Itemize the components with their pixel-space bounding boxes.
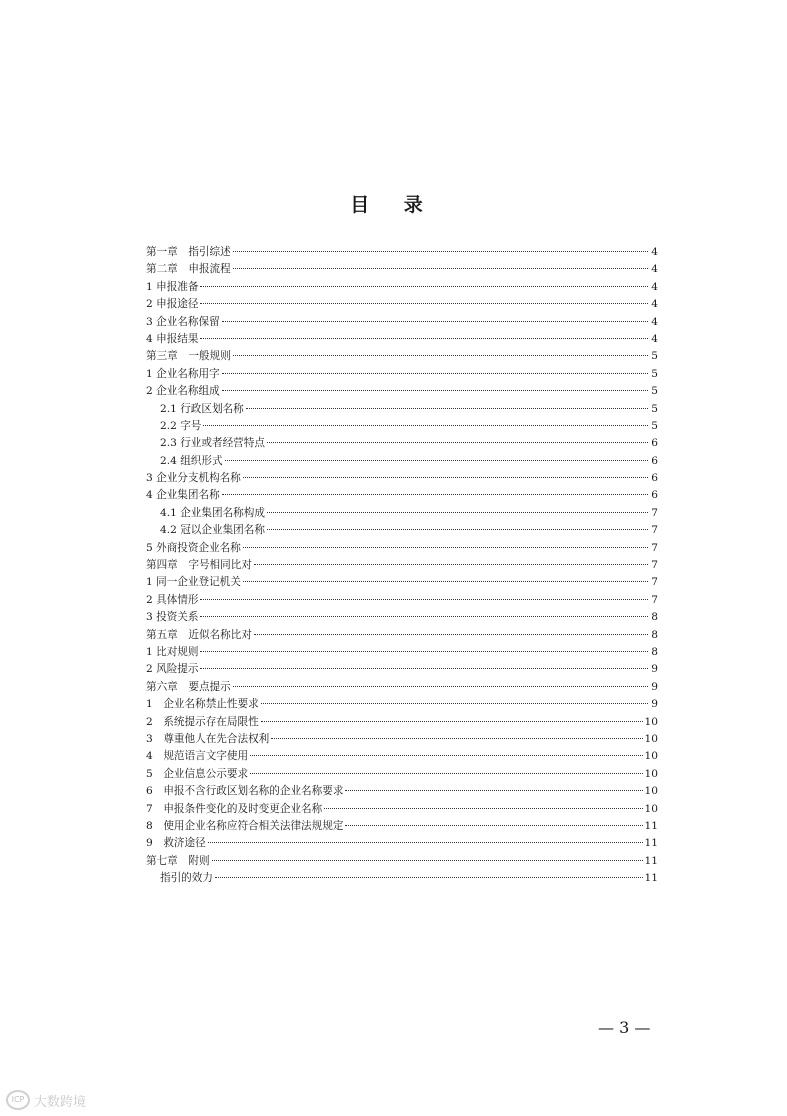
toc-leader-dots [215,876,643,878]
toc-entry-label: 第七章 附则 [146,854,210,867]
toc-entry-label: 8 使用企业名称应符合相关法律法规规定 [146,819,344,832]
toc-entry[interactable] [146,279,658,296]
toc-entry-label: 3 企业分支机构名称 [146,472,241,485]
toc-entry-label: 4 申报结果 [146,332,199,345]
toc-entry-page: 9 [651,663,658,676]
toc-entry-page: 8 [651,628,658,641]
toc-entry-page: 7 [651,593,658,606]
toc-entry-label: 4.2 冠以企业集团名称 [160,524,265,537]
toc-leader-dots [261,702,648,704]
toc-entry-label: 2.4 组织形式 [160,454,223,467]
toc-entry[interactable] [146,383,658,400]
toc-entry-label: 6 申报不含行政区划名称的企业名称要求 [146,785,344,798]
toc-entry-label: 2 申报途径 [146,298,199,311]
toc-leader-dots [243,580,648,582]
toc-entry-page: 10 [644,785,658,798]
toc-entry-label: 4 规范语言文字使用 [146,750,249,763]
toc-entry-label: 1 申报准备 [146,280,199,293]
toc-entry[interactable] [146,801,658,818]
toc-leader-dots [243,476,648,478]
toc-entry[interactable] [146,296,658,313]
toc-leader-dots [233,267,648,269]
toc-entry-page: 5 [651,350,658,363]
toc-entry-page: 5 [651,419,658,432]
toc-entry-label: 3 投资关系 [146,611,199,624]
toc-entry-page: 10 [644,750,658,763]
toc-entry-page: 5 [651,367,658,380]
toc-entry-label: 第二章 申报流程 [146,263,231,276]
toc-entry[interactable] [146,592,658,609]
toc-entry[interactable] [146,470,658,487]
toc-leader-dots [225,459,648,461]
toc-leader-dots [200,650,648,652]
toc-entry[interactable] [146,766,658,783]
toc-entry-page: 10 [644,715,658,728]
toc-entry-page: 5 [651,385,658,398]
toc-leader-dots [267,441,648,443]
toc-leader-dots [243,546,648,548]
watermark-text: 大数跨境 [34,1094,87,1110]
toc-entry-page: 6 [651,454,658,467]
watermark [6,1090,86,1110]
toc-entry-label: 2 系统提示存在局限性 [146,715,259,728]
toc-entry[interactable] [146,870,658,887]
toc-entry-page: 4 [651,280,658,293]
toc-entry-page: 10 [644,802,658,815]
toc-entry-label: 3 企业名称保留 [146,315,220,328]
toc-entry-label: 第六章 要点提示 [146,680,231,693]
toc-leader-dots [271,737,642,739]
toc-entry-label: 1 比对规则 [146,645,199,658]
watermark-logo-icon: ICP [6,1090,30,1110]
toc-entry[interactable] [146,261,658,278]
toc-entry-label: 指引的效力 [160,872,213,885]
toc-entry-label: 1 同一企业登记机关 [146,576,241,589]
toc-entry[interactable] [146,748,658,765]
toc-entry-page: 6 [651,472,658,485]
toc-entry[interactable] [146,835,658,852]
toc-entry-page: 11 [644,837,658,850]
toc-entry-label: 第三章 一般规则 [146,350,231,363]
table-of-contents [146,244,658,887]
toc-entry-page: 11 [644,819,658,832]
toc-leader-dots [345,824,642,826]
toc-entry-page: 7 [651,541,658,554]
toc-entry[interactable] [146,418,658,435]
toc-entry[interactable] [146,487,658,504]
toc-entry[interactable] [146,505,658,522]
toc-entry-label: 2 企业名称组成 [146,385,220,398]
toc-leader-dots [200,337,648,339]
toc-entry-page: 10 [644,767,658,780]
toc-entry[interactable] [146,557,658,574]
toc-leader-dots [222,372,648,374]
toc-entry-page: 6 [651,437,658,450]
toc-entry[interactable] [146,679,658,696]
toc-entry-label: 9 救济途径 [146,837,206,850]
toc-entry-page: 9 [651,680,658,693]
toc-entry[interactable] [146,731,658,748]
toc-entry[interactable] [146,574,658,591]
toc-leader-dots [203,424,648,426]
toc-entry[interactable] [146,644,658,661]
toc-leader-dots [233,354,648,356]
toc-entry-page: 4 [651,298,658,311]
toc-entry-page: 10 [644,732,658,745]
toc-entry-label: 5 企业信息公示要求 [146,767,249,780]
toc-entry[interactable] [146,244,658,261]
toc-leader-dots [233,685,648,687]
toc-entry-label: 第五章 近似名称比对 [146,628,252,641]
toc-leader-dots [233,250,648,252]
toc-entry-label: 第四章 字号相同比对 [146,559,252,572]
toc-entry[interactable] [146,366,658,383]
toc-entry-label: 2 具体情形 [146,593,199,606]
toc-entry-label: 2 风险提示 [146,663,199,676]
toc-entry[interactable] [146,314,658,331]
toc-leader-dots [200,598,648,600]
toc-entry-page: 11 [644,872,658,885]
page-number: — 3 — [598,1018,651,1037]
toc-entry[interactable] [146,696,658,713]
toc-leader-dots [200,615,648,617]
toc-entry[interactable] [146,540,658,557]
toc-leader-dots [200,302,648,304]
toc-entry[interactable] [146,714,658,731]
toc-leader-dots [222,493,648,495]
toc-entry-page: 8 [651,611,658,624]
toc-entry-label: 1 企业名称禁止性要求 [146,698,259,711]
toc-entry[interactable] [146,522,658,539]
toc-entry-label: 4 企业集团名称 [146,489,220,502]
toc-entry-page: 6 [651,489,658,502]
page-title: 目 录 [350,194,437,216]
toc-entry-page: 7 [651,524,658,537]
toc-entry-page: 11 [644,854,658,867]
toc-entry-page: 9 [651,698,658,711]
toc-leader-dots [324,807,642,809]
toc-entry[interactable] [146,783,658,800]
toc-entry-label: 7 申报条件变化的及时变更企业名称 [146,802,323,815]
toc-entry-page: 4 [651,315,658,328]
toc-leader-dots [267,511,648,513]
toc-leader-dots [250,754,642,756]
toc-entry-label: 1 企业名称用字 [146,367,220,380]
toc-entry[interactable] [146,453,658,470]
toc-leader-dots [267,528,648,530]
toc-entry[interactable] [146,348,658,365]
toc-entry[interactable] [146,853,658,870]
toc-entry-page: 4 [651,332,658,345]
toc-entry-label: 5 外商投资企业名称 [146,541,241,554]
toc-entry-page: 7 [651,576,658,589]
toc-leader-dots [261,720,643,722]
toc-leader-dots [200,285,648,287]
toc-entry[interactable] [146,609,658,626]
toc-entry[interactable] [146,435,658,452]
toc-entry-label: 3 尊重他人在先合法权利 [146,732,270,745]
toc-leader-dots [200,667,648,669]
toc-entry-label: 第一章 指引综述 [146,246,231,258]
toc-entry[interactable] [146,401,658,418]
toc-leader-dots [222,320,648,322]
toc-leader-dots [254,563,648,565]
toc-entry-page: 8 [651,645,658,658]
toc-leader-dots [208,841,643,843]
toc-leader-dots [222,389,648,391]
toc-entry-page: 7 [651,559,658,572]
toc-leader-dots [345,789,642,791]
toc-leader-dots [246,407,648,409]
toc-entry-label: 2.2 字号 [160,419,202,432]
toc-leader-dots [254,633,648,635]
toc-leader-dots [250,772,642,774]
toc-entry[interactable] [146,331,658,348]
toc-entry-page: 5 [651,402,658,415]
toc-entry-label: 4.1 企业集团名称构成 [160,506,265,519]
toc-entry-label: 2.1 行政区划名称 [160,402,244,415]
toc-entry-page: 4 [651,246,658,258]
toc-leader-dots [212,859,643,861]
toc-entry-label: 2.3 行业或者经营特点 [160,437,265,450]
toc-entry[interactable] [146,818,658,835]
toc-entry-page: 4 [651,263,658,276]
toc-entry-page: 7 [651,506,658,519]
toc-entry[interactable] [146,627,658,644]
toc-entry[interactable] [146,661,658,678]
